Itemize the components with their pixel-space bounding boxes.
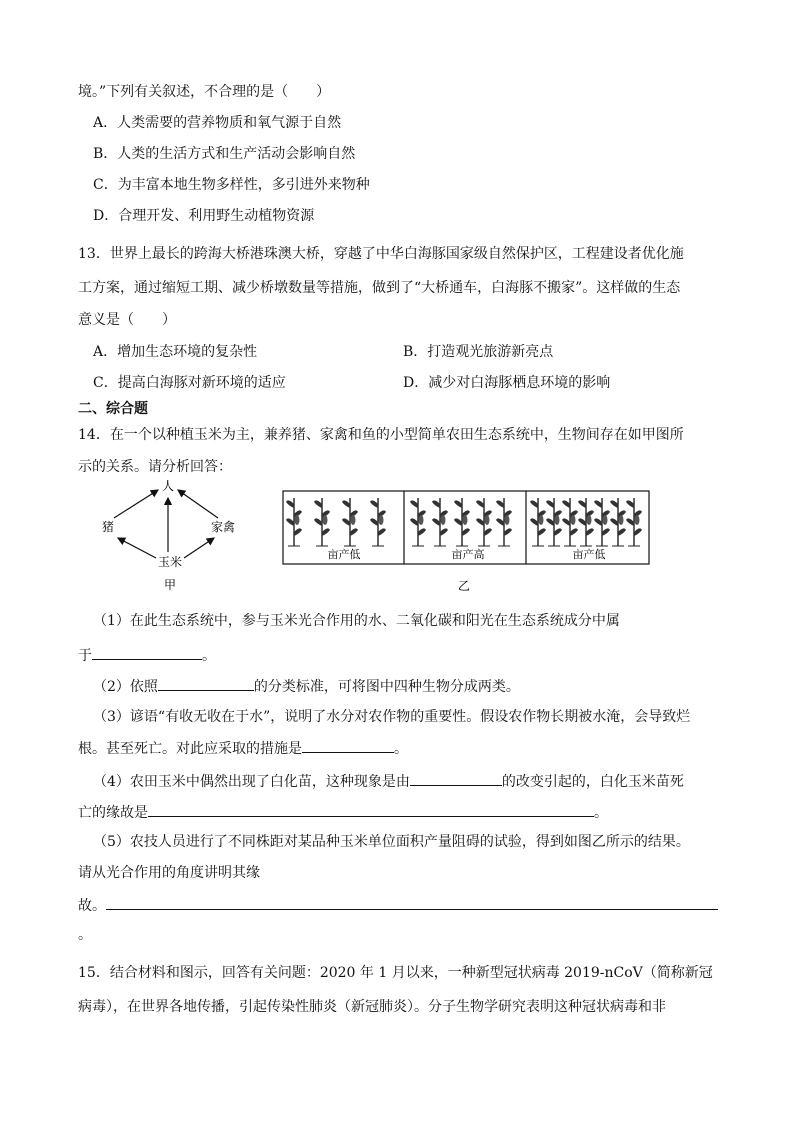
figure-yi-planting-density (282, 490, 652, 594)
q14-p1-line-2 (78, 645, 216, 665)
q15-line-1: 15．结合材料和图示，回答有关问题：2020 年 1 月以来，一种新型冠状病毒 2019-nCoV（简称新冠 (78, 965, 713, 981)
q14-p3-line-2 (78, 738, 408, 758)
answer-blank-3[interactable] (302, 738, 394, 753)
figure-jia-food-web (98, 476, 248, 594)
q14-p5-prefix: 故。 (78, 898, 106, 914)
q12-option-c: C．为丰富本地生物多样性，多引进外来物种 (93, 177, 370, 193)
arrow-corn-to-poultry (184, 538, 214, 558)
q13-line-3: 意义是（ ） (78, 312, 176, 328)
q14-p3-line-1: （3）谚语“有收无收在于水”，说明了水分对农作物的重要性。假设农作物长期被水淹，会导致烂 (93, 709, 691, 725)
label-poultry: 家禽 (210, 520, 236, 534)
figure-yi-caption: 乙 (457, 579, 471, 593)
q14-line-1: 14．在一个以种植玉米为主，兼养猪、家禽和鱼的小型简单农田生态系统中，生物间存在如甲图所 (78, 427, 684, 443)
q12-option-d: D．合理开发、利用野生动植物资源 (93, 208, 315, 224)
q14-p4-line-1 (93, 771, 684, 791)
answer-blank-1[interactable] (92, 645, 202, 660)
q14-p1-prefix: 于 (78, 648, 92, 664)
q14-p4-suffix: 的改变引起的，白化玉米苗死 (501, 774, 684, 790)
q13-option-c: C．提高白海豚对新环境的适应 (93, 375, 286, 391)
q14-p3-suffix: 。 (394, 741, 408, 757)
answer-blank-6[interactable] (106, 895, 718, 910)
q13-option-a: A．增加生态环境的复杂性 (93, 344, 258, 360)
label-yield-low-2: 亩产低 (572, 548, 606, 561)
q14-p3-prefix: 根。甚至死亡。对此应采取的措施是 (78, 741, 302, 757)
label-pig: 猪 (101, 520, 115, 534)
answer-blank-4[interactable] (410, 771, 502, 786)
answer-blank-5[interactable] (148, 802, 594, 817)
q14-p1-suffix: 。 (202, 648, 216, 664)
arrow-pig-to-human (114, 490, 158, 518)
q14-p5-line-2: 请从光合作用的角度讲明其缘 (78, 865, 260, 881)
q14-p1-line-1: （1）在此生态系统中，参与玉米光合作用的水、二氧化碳和阳光在生态系统成分中属 (93, 613, 620, 629)
q12-stem-tail: 境。”下列有关叙述，不合理的是（ ） (78, 84, 331, 100)
arrow-corn-to-pig (118, 538, 156, 558)
figure-jia-caption: 甲 (163, 578, 177, 592)
q13-option-d: D．减少对白海豚栖息环境的影响 (403, 375, 611, 391)
q13-option-b: B．打造观光旅游新亮点 (403, 344, 554, 360)
q14-p2-prefix: （2）依照 (93, 679, 158, 695)
q14-p2-suffix: 的分类标准，可将图中四种生物分成两类。 (253, 679, 520, 695)
q14-p4-line-2 (78, 802, 608, 822)
q14-p5-line-3 (78, 895, 718, 915)
q15-line-2: 病毒），在世界各地传播，引起传染性肺炎（新冠肺炎）。分子生物学研究表明这种冠状病毒和非 (78, 999, 666, 1015)
label-corn: 玉米 (157, 555, 183, 569)
q14-line-2: 示的关系。请分析回答： (78, 459, 232, 475)
q14-p4-prefix: （4）农田玉米中偶然出现了白化苗，这种现象是由 (93, 774, 410, 790)
q13-line-1: 13．世界上最长的跨海大桥港珠澳大桥，穿越了中华白海豚国家级自然保护区，工程建设者优化施 (78, 246, 684, 262)
q14-p4-prefix-2: 亡的缘故是 (78, 805, 148, 821)
q14-p5-line-1: （5）农技人员进行了不同株距对某品种玉米单位面积产量阻碍的试验，得到如图乙所示的结果。 (93, 834, 690, 850)
q12-option-a: A．人类需要的营养物质和氧气源于自然 (93, 115, 342, 131)
label-yield-high: 亩产高 (451, 548, 485, 561)
q14-p4-suffix-2: 。 (594, 805, 608, 821)
label-yield-low-1: 亩产低 (327, 548, 361, 561)
q13-line-2: 工方案，通过缩短工期、减少桥墩数量等措施，做到了“大桥通车，白海豚不搬家”。这样做的生态 (78, 280, 681, 296)
q14-p2 (93, 676, 520, 696)
section-title: 二、综合题 (78, 401, 148, 417)
q14-p5-end: 。 (78, 927, 92, 943)
q12-option-b: B．人类的生活方式和生产活动会影响自然 (93, 146, 356, 162)
arrow-poultry-to-human (178, 490, 218, 518)
answer-blank-2[interactable] (158, 676, 254, 691)
label-human: 人 (161, 479, 175, 493)
